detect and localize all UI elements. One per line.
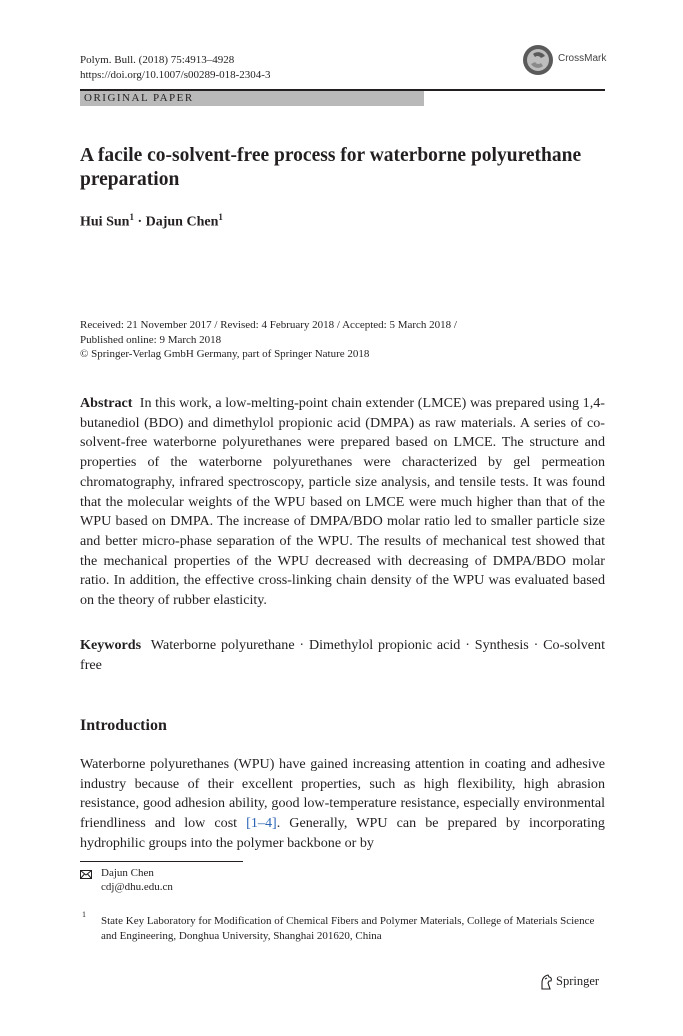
abstract	[80, 394, 605, 611]
corresponding-author-email[interactable]: cdj@dhu.edu.cn	[101, 881, 173, 893]
keywords	[80, 636, 605, 675]
author-list	[80, 212, 223, 231]
affiliation-text: State Key Laboratory for Modification of Chemical Fibers and Polymer Materials, College of Materials Science and Engineering, Donghua University, Shanghai 201620, China	[101, 915, 595, 942]
envelope-icon	[80, 870, 92, 879]
journal-citation: Polym. Bull. (2018) 75:4913–4928	[80, 54, 235, 66]
affiliation-marker: 1	[218, 212, 223, 222]
doi-link[interactable]: https://doi.org/10.1007/s00289-018-2304-3	[80, 69, 271, 81]
author-name[interactable]: Hui Sun	[80, 214, 130, 230]
section-heading-introduction: Introduction	[80, 717, 167, 734]
article-type-banner	[80, 91, 424, 106]
abstract-label: Abstract	[80, 395, 133, 411]
crossmark-label: CrossMark	[558, 53, 607, 64]
affiliation-marker: 1	[129, 212, 134, 222]
footnote-rule	[80, 861, 243, 862]
publisher-logo	[539, 973, 609, 991]
publisher-name: Springer	[556, 974, 600, 988]
published-online: Published online: 9 March 2018	[80, 333, 222, 346]
crossmark-badge[interactable]	[522, 44, 606, 76]
springer-horse-icon	[539, 974, 553, 990]
journal-header	[80, 53, 270, 83]
author-separator: ·	[133, 214, 146, 230]
affiliation-number: 1	[82, 910, 86, 919]
author-name[interactable]: Dajun Chen	[145, 214, 219, 230]
introduction-paragraph	[80, 755, 605, 854]
paper-title: A facile co-solvent-free process for waterborne polyurethane preparation	[80, 145, 582, 190]
corresponding-author-name: Dajun Chen	[101, 867, 154, 879]
intro-text: Waterborne polyurethanes (WPU) have gained increasing attention in coating and adhesive industry because of their excellent properties, such as high flexibility, high abrasion resistance, good adhesion ability, good low-temperature resistance, especially environmental friendliness and low cost	[80, 756, 605, 832]
citation-link[interactable]: [1–4]	[246, 815, 277, 832]
keywords-label: Keywords	[80, 637, 142, 653]
abstract-text: In this work, a low-melting-point chain extender (LMCE) was prepared using 1,4-butanediol (BDO) and dimethylol propionic acid (DMPA) as raw materials. A series of co-solvent-free waterborne polyurethanes were prepared based on LMCE. The structure and properties of the waterborne polyurethanes were characterized by gel permeation chromatography, infrared spectroscopy, particle size analysis, and tensile tests. It was found that the molecular weights of the WPU based on LMCE were much higher than that of the WPU based on DMPA. The increase of DMPA/BDO molar ratio led to smaller particle size and better micro-phase separation of the WPU. The results of mechanical test showed that the mechanical properties of the WPU decreased with decreasing of DMPA/BDO molar ratio. In addition, the effective cross-linking chain density of the WPU was evaluated based on the theory of rubber elasticity.	[80, 395, 605, 609]
copyright: © Springer-Verlag GmbH Germany, part of Springer Nature 2018	[80, 348, 370, 360]
crossmark-icon	[522, 44, 554, 76]
received-revised-accepted: Received: 21 November 2017 / Revised: 4 February 2018 / Accepted: 5 March 2018 /	[80, 319, 457, 331]
intro-text: . Generally, WPU can be prepared by incorporating hydrophilic groups into the polymer backbone or by	[80, 815, 605, 851]
article-type-label: ORIGINAL PAPER	[84, 92, 194, 104]
keywords-text: Waterborne polyurethane · Dimethylol propionic acid · Synthesis · Co-solvent free	[80, 637, 606, 673]
publication-history	[80, 318, 605, 362]
